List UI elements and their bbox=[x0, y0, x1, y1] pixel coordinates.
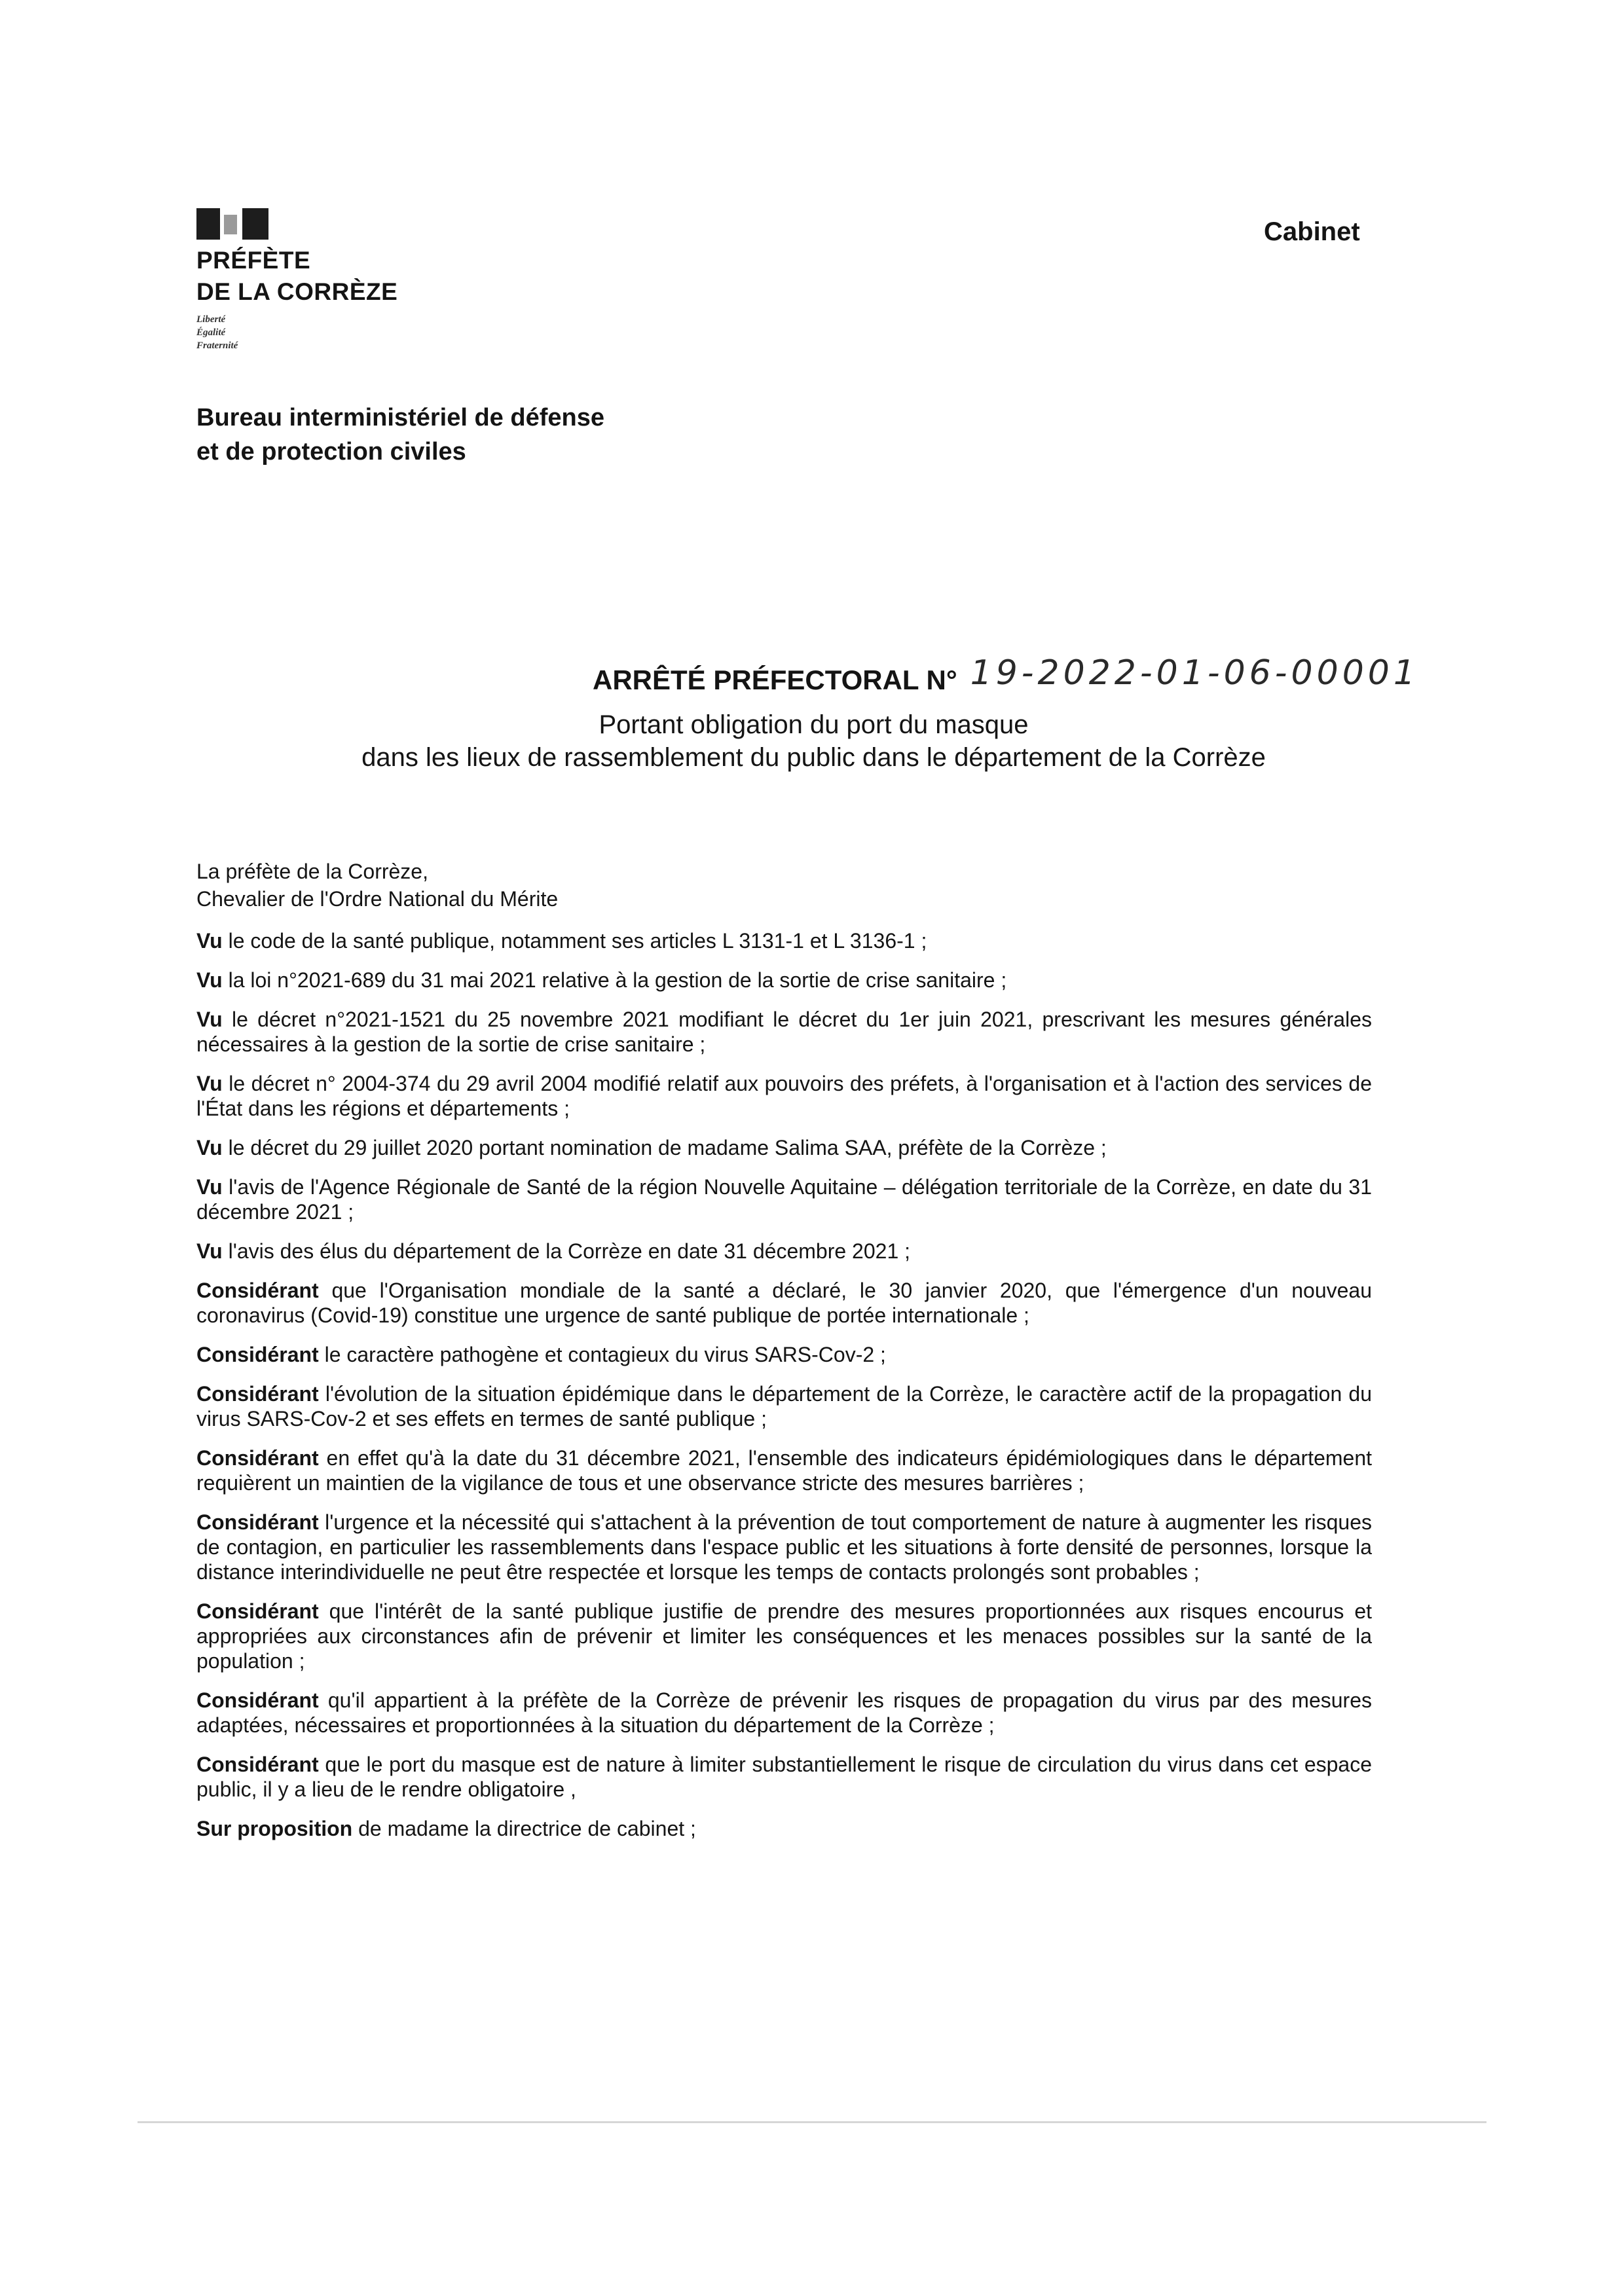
recital-paragraph bbox=[196, 1688, 1372, 1738]
signatory-intro bbox=[196, 858, 558, 913]
recital-lead: Considérant bbox=[196, 1599, 319, 1623]
recital-text: le décret du 29 juillet 2020 portant nomination de madame Salima SAA, préfète de la Corrèze ; bbox=[222, 1136, 1107, 1159]
recital-text: l'évolution de la situation épidémique dans le département de la Corrèze, le caractère actif de la propagation du virus SARS-Cov-2 et ses effets en termes de santé publique ; bbox=[196, 1382, 1372, 1430]
recital-text: le code de la santé publique, notamment ses articles L 3131-1 et L 3136-1 ; bbox=[222, 929, 927, 953]
recital-text: de madame la directrice de cabinet ; bbox=[352, 1817, 696, 1840]
prefecture-logo bbox=[196, 208, 524, 352]
recital-text: en effet qu'à la date du 31 décembre 2021, l'ensemble des indicateurs épidémiologiques dans le département requièrent un maintien de la vigilance de tous et une observance stricte des mesures barrières ; bbox=[196, 1446, 1372, 1495]
recital-lead: Considérant bbox=[196, 1343, 319, 1366]
recital-text: l'avis de l'Agence Régionale de Santé de la région Nouvelle Aquitaine – délégation territoriale de la Corrèze, en date du 31 décembre 2021 ; bbox=[196, 1175, 1372, 1224]
recital-lead: Vu bbox=[196, 1008, 223, 1031]
recital-paragraph bbox=[196, 1239, 1372, 1264]
recital-lead: Vu bbox=[196, 929, 223, 953]
handwritten-decree-number: 19-2022-01-06-00001 bbox=[970, 653, 1419, 693]
recital-paragraph bbox=[196, 1381, 1372, 1431]
bureau-line-1: Bureau interministériel de défense bbox=[196, 404, 604, 431]
recital-paragraph bbox=[196, 1752, 1372, 1802]
recital-lead: Considérant bbox=[196, 1510, 319, 1534]
scan-edge-divider bbox=[138, 2121, 1486, 2123]
decree-title bbox=[593, 653, 1419, 698]
recital-lead: Considérant bbox=[196, 1382, 319, 1406]
recital-lead: Sur proposition bbox=[196, 1817, 353, 1840]
recital-paragraph bbox=[196, 1007, 1372, 1057]
recital-paragraph bbox=[196, 928, 1372, 953]
decree-subtitle bbox=[262, 708, 1365, 774]
recital-lead: Vu bbox=[196, 1239, 223, 1263]
recital-text: la loi n°2021-689 du 31 mai 2021 relative à la gestion de la sortie de crise sanitaire ; bbox=[222, 968, 1007, 992]
recital-text: que le port du masque est de nature à limiter substantiellement le risque de circulation du virus dans cet espace public, il y a lieu de le rendre obligatoire , bbox=[196, 1753, 1372, 1801]
bureau-line-2: et de protection civiles bbox=[196, 438, 466, 465]
recital-lead: Vu bbox=[196, 1072, 223, 1095]
recital-paragraph bbox=[196, 1342, 1372, 1367]
bureau-name bbox=[196, 401, 604, 469]
recital-lead: Vu bbox=[196, 1136, 223, 1159]
subtitle-line-2: dans les lieux de rassemblement du public dans le département de la Corrèze bbox=[361, 743, 1266, 772]
recital-text: le décret n° 2004-374 du 29 avril 2004 modifié relatif aux pouvoirs des préfets, à l'organisation et à l'action des services de l'État dans les régions et départements ; bbox=[196, 1072, 1372, 1120]
recital-paragraph bbox=[196, 1510, 1372, 1584]
recital-paragraph bbox=[196, 1599, 1372, 1673]
recital-lead: Considérant bbox=[196, 1279, 319, 1302]
subtitle-line-1: Portant obligation du port du masque bbox=[599, 710, 1029, 739]
republic-motto bbox=[196, 313, 524, 352]
motto-line: Liberté bbox=[196, 314, 226, 325]
issuer-line-2: DE LA CORRÈZE bbox=[196, 278, 398, 305]
issuer-line-1: PRÉFÈTE bbox=[196, 247, 311, 274]
recital-paragraph bbox=[196, 1446, 1372, 1495]
recital-text: le décret n°2021-1521 du 25 novembre 2021 modifiant le décret du 1er juin 2021, prescrivant les mesures générales nécessaires à la gestion de la sortie de crise sanitaire ; bbox=[196, 1008, 1372, 1056]
recital-lead: Considérant bbox=[196, 1753, 319, 1776]
recital-lead: Vu bbox=[196, 968, 223, 992]
recital-text: que l'intérêt de la santé publique justifie de prendre des mesures proportionnées aux risques encourus et appropriées aux circonstances afin de prévenir et limiter les conséquences et les menaces possibles sur la santé de la population ; bbox=[196, 1599, 1372, 1673]
recital-paragraph bbox=[196, 1278, 1372, 1328]
decree-recitals bbox=[196, 928, 1372, 1855]
recital-paragraph bbox=[196, 1135, 1372, 1160]
recital-paragraph bbox=[196, 1071, 1372, 1121]
intro-line-1: La préfète de la Corrèze, bbox=[196, 860, 428, 883]
recital-text: le caractère pathogène et contagieux du virus SARS-Cov-2 ; bbox=[318, 1343, 886, 1366]
recital-paragraph bbox=[196, 968, 1372, 993]
recital-lead: Considérant bbox=[196, 1688, 319, 1712]
recital-paragraph bbox=[196, 1816, 1372, 1841]
recital-lead: Considérant bbox=[196, 1446, 319, 1470]
motto-line: Égalité bbox=[196, 327, 226, 338]
recital-text: qu'il appartient à la préfète de la Corrèze de prévenir les risques de propagation du virus par des mesures adaptées, nécessaires et proportionnées à la situation du département de la Corrèze ; bbox=[196, 1688, 1372, 1737]
marianne-flag-icon bbox=[196, 208, 274, 240]
motto-line: Fraternité bbox=[196, 340, 238, 351]
recital-paragraph bbox=[196, 1175, 1372, 1224]
decree-title-label: ARRÊTÉ PRÉFECTORAL N° bbox=[593, 665, 957, 695]
department-label: Cabinet bbox=[1264, 217, 1360, 246]
recital-text: que l'Organisation mondiale de la santé a déclaré, le 30 janvier 2020, que l'émergence d'un nouveau coronavirus (Covid-19) constitue une urgence de santé publique de portée internationale ; bbox=[196, 1279, 1372, 1327]
intro-line-2: Chevalier de l'Ordre National du Mérite bbox=[196, 887, 559, 911]
recital-text: l'urgence et la nécessité qui s'attachent à la prévention de tout comportement de nature à augmenter les risques de contagion, en particulier les rassemblements dans l'espace public et les situations à forte densité de personnes, lorsque la distance interindividuelle ne peut être respectée et lorsque les temps de contacts prolongés sont probables ; bbox=[196, 1510, 1372, 1584]
recital-lead: Vu bbox=[196, 1175, 223, 1199]
issuer-name bbox=[196, 245, 524, 308]
recital-text: l'avis des élus du département de la Corrèze en date 31 décembre 2021 ; bbox=[222, 1239, 911, 1263]
